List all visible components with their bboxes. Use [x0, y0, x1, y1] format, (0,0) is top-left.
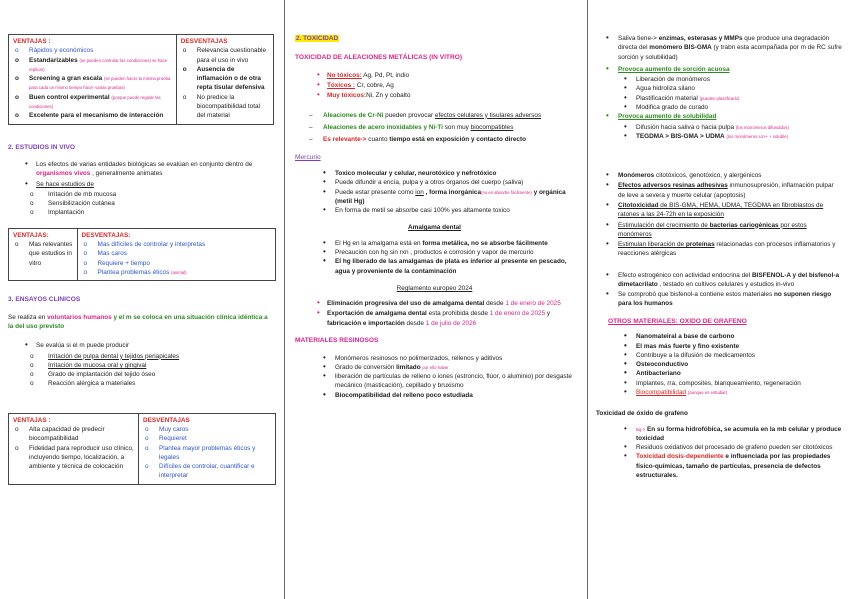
list-item: • Nanomateiral a base de carbono: [596, 332, 842, 341]
list-item: • Monómeros citotóxicos, genotóxico, y alergénicos: [596, 171, 842, 180]
list-item: • Estimulación del crecimiento de bacterias cariogénicas por estos monómeros: [596, 221, 842, 240]
column-left: [0, 0, 282, 599]
ventajas-panel: [9, 414, 138, 484]
list-item: • Liberación de monómeros: [596, 75, 842, 84]
ventajas-heading: VENTAJAS :: [13, 416, 51, 424]
monomer-effects-list: [596, 171, 842, 259]
list-item: • liberación de partículas de relleno o iones (estroncio, flúor, o aluminio) por desgaste mecánico (masticación), cepillado y bruxismo: [295, 372, 574, 391]
section-title-ensayos: 3. ENSAYOS CLINICOS: [8, 296, 81, 304]
list-item: – Aleaciones de Cr-Ni pueden provocar efectos celulares y tisulares adversos: [295, 111, 574, 120]
column-right: [587, 0, 848, 599]
desventajas-heading: DESVENTAJAS: [180, 38, 228, 45]
list-item: • Saliva tiene-> enzimas, esterasas y MMPs que produce una degradación directa del monómero BIS-GMA (y trabn esta acompañada por m de RC sufre sorción y solubilidad): [596, 34, 842, 62]
list-item: o Ausencia de inflamación o de otra repta tisular defensiva: [181, 65, 269, 93]
sorption-sublist: [596, 75, 842, 112]
list-item: o Mas relevantes que estudios in vitro: [13, 240, 73, 268]
desventajas-heading: DESVENTAJAS: [143, 416, 190, 424]
list-item: • Plastificación material (pueden plastificarlo): [596, 94, 842, 103]
list-item: • No tóxicos: Ag, Pd, Pt, indio: [295, 71, 574, 80]
bisfenol-list: [596, 271, 842, 309]
ensayos-sublist: [8, 352, 274, 389]
list-item: o Sensibilización cutánea: [8, 199, 274, 208]
list-item: o Grado de implantación del tejido óseo: [8, 370, 274, 379]
list-item: • Se comprobó que bisfenol-a contiene estos materiales no suponen riesgo para los humanos: [596, 290, 842, 309]
subsection-title-grafeno: OTROS MATERIALES: OXIDO DE GRAFENO: [608, 317, 747, 325]
list-item: o Requiere + tiempo: [82, 259, 271, 268]
list-item: o Mas difíciles de controlar y interpretas: [82, 240, 271, 249]
saliva-list: [596, 34, 842, 74]
desventajas-panel: [138, 414, 275, 484]
mercury-list: [295, 169, 574, 215]
amalgam-list: [295, 239, 574, 276]
section-title-toxicidad: 2. TOXICIDAD: [296, 35, 339, 42]
metals-toxicity-list: [295, 71, 574, 101]
list-item: • Contribuye a la difusión de medicamentos: [596, 351, 842, 360]
list-item: • El hg liberado de las amalgamas de plata es inferior al presente en pescado, agua y proveniente de la contaminación: [295, 257, 574, 276]
list-item: • Bq-> En su forma hidrofóbica, se acumula en la mb celular y produce toxicidad: [596, 425, 842, 444]
list-item: o Excelente para el mecanismo de interacción: [13, 111, 172, 120]
list-item: o Relevancia cuestionable para el uso in vivo: [181, 46, 269, 65]
list-item: • Grado de conversión limitado por ello haber: [295, 363, 574, 372]
list-item: • Residuos oxidativos del procesado de grafeno pueden ser citotóxicos: [596, 443, 842, 452]
list-item: o Irritación de mb mucosa: [8, 190, 274, 199]
list-item: o Buen control experimental (porque puedo regular las condiciones): [13, 93, 172, 112]
ensayos-intro: Se realiza en voluntarios humanos y el m se coloca en una situación clínica idéntica a la del uso previsto: [8, 313, 268, 330]
alloys-notes-list: [295, 111, 574, 145]
subsection-title-toxicidad-grafeno: Toxicidad de óxido de grafeno: [596, 410, 688, 418]
subsection-title-aleaciones: TOXICIDAD DE ALEACIONES METÁLICAS (IN VITRO): [295, 54, 463, 62]
list-item: o Plantea problemas éticos (animal): [82, 268, 271, 277]
desventajas-heading: DESVENTAJAS:: [81, 231, 131, 239]
solubility-sublist: [596, 123, 842, 142]
list-item: o Estandarizables (se pueden controlar las condiciones) se hace replicar): [13, 56, 172, 75]
subsection-title-resinosos: MATERIALES RESINOSOS: [295, 337, 379, 344]
in-vivo-list: [8, 160, 274, 189]
list-item: o Plantea mayor problemas éticos y legales: [143, 444, 271, 463]
in-vivo-pros-cons-box: [8, 228, 276, 281]
list-item: • Provoca aumento de solubilidad: [596, 112, 842, 121]
column-middle: [284, 0, 586, 599]
list-item: • Provoca aumento de sorción acuosa: [596, 65, 842, 74]
desventajas-panel: [77, 229, 275, 280]
ventajas-heading: VENTAJAS :: [13, 38, 51, 45]
list-item: • Agua hidroliza silano: [596, 84, 842, 93]
ensayos-list: [8, 341, 274, 350]
list-item: o No predice la biocompatibilidad total del material: [181, 93, 269, 121]
clinical-pros-cons-box: [8, 413, 276, 485]
list-item: o Fidelidad para reproducir uso clínico, incluyendo tiempo, localización, a ambiente y técnica de colocación: [13, 444, 134, 472]
graphene-list: [596, 332, 842, 397]
subsection-title-mercurio: Mercurio: [295, 153, 321, 161]
list-item: • Puede difundir a encía, pulpa y a otros órganos del cuerpo (saliva): [295, 178, 574, 187]
list-item: • Antibacteriano: [596, 369, 842, 378]
list-item: • Monómeros resinosos no polimerizados, rellenos y aditivos: [295, 354, 574, 363]
list-item: – Aleaciones de acero inoxidables y Ni-Ti son muy biocompatibles: [295, 123, 574, 132]
list-item: o Requieret: [143, 434, 271, 443]
list-item: • Citotoxicidad de BIS-GMA, HEMA, UDMA, TEGDMA en fibroblastos de ratones a las 24-72h en la exposición: [596, 201, 842, 220]
subsection-title-amalgama: Amalgama dental: [408, 224, 461, 232]
list-item: • Toxico molecular y celular, neurotóxico y nefrotóxico: [295, 169, 574, 178]
list-item: • Los efectos de varias entidades biológicas se evalúan en conjunto dentro de organismos vivos , generalmente animates: [8, 160, 274, 179]
list-item: • Puede estar presente como ion , forma inorgánica(no es absorbe fácilmente) y orgánica (metil Hg): [295, 188, 574, 207]
list-item: • Tóxicos : Cr, cobre, Ag: [295, 81, 574, 90]
list-item: • Precaución con hg sin rxn , productos e corrosión y vapor de mercurio: [295, 248, 574, 257]
regulation-list: [295, 299, 574, 328]
list-item: o Mas caros: [82, 249, 271, 258]
list-item: o Screening a gran escala (se pueden hacer la misma prueba para cada un mismo tiempo hacer varias pruebas): [13, 74, 172, 93]
list-item: • En forma de metil se absorbe casi 100% yes altamente toxico: [295, 206, 574, 215]
solubility-list: [596, 112, 842, 121]
list-item: • Muy tóxicos:Ni, Zn y cobalto: [295, 91, 574, 100]
list-item: • Osteoconductivo: [596, 360, 842, 369]
list-item: • Efectos adversos resinas adhesivas inmunosupresión, inflamación pulpar de leve a severa y muerte celular (apoptosis): [596, 181, 842, 200]
list-item: • Eliminación progresiva del uso de amalgama dental desde 1 de enero de 2025: [295, 299, 574, 308]
list-item: o Rápidos y económicos: [13, 46, 172, 55]
list-item: • Difusión hacia saliva o hacia pulpa (los monómeros difundidos): [596, 123, 842, 132]
in-vitro-pros-cons-box: [8, 34, 274, 125]
list-item: o Muy caros: [143, 425, 271, 434]
list-item: • Toxicidad dosis-dependiente e influenciada por las propiedades físico-químicas, tamaño de partículas, presencia de defectos estructurales.: [596, 452, 842, 480]
ventajas-heading: VENTAJAS:: [13, 231, 49, 239]
list-item: • Modifica grado de curado: [596, 103, 842, 112]
list-item: • Se evalúa si el m puede producir: [8, 341, 274, 350]
list-item: – Es relevante-> cuanto tiempo está en exposición y contacto directo: [295, 135, 574, 144]
list-item: • Implantes, rra, composites, blanqueamiento, regeneración: [596, 379, 842, 388]
graphene-toxicity-list: [596, 425, 842, 481]
desventajas-panel: [176, 35, 273, 124]
list-item: o Implantación: [8, 208, 274, 217]
list-item: • TEGDMA > BIS-GMA > UDMA (los monómeros so>+ + soluble): [596, 132, 842, 141]
list-item: o Irritación de mucosa oral y gingival: [8, 361, 274, 370]
list-item: o Reacción alérgica a materiales: [8, 379, 274, 388]
list-item: • Exportación de amalgama dental esta prohibida desde 1 de enero de 2025 y fabricación e importación desde 1 de julio de 2026: [295, 309, 574, 328]
subsection-title-reglamento: Reglamento europeo 2024: [396, 284, 473, 292]
list-item: o Irritación de pulpa dental y tejidos periapicales: [8, 352, 274, 361]
ventajas-panel: [9, 35, 176, 124]
list-item: • El Hg en la amalgama está en forma metálica, no se absorbe fácilmente: [295, 239, 574, 248]
list-item: o Alta capacidad de predecir biocompatibilidad: [13, 425, 134, 444]
list-item: • Biocompatibilidad (aunque es estudiar): [596, 388, 842, 397]
list-item: • Efecto estrogénico con actividad endocrina del BISFENOL-A y del bisfenol-a dimetacrilato , testado en cultivos celulares y estudios in-vivo: [596, 271, 842, 290]
list-item: • Estimulan liberación de proteínas relacionadas con procesos inflamatorios y reacciones alérgicas: [596, 240, 842, 259]
list-item: • Se hace estudios de: [8, 180, 274, 189]
ventajas-panel: [9, 229, 77, 280]
in-vivo-sublist: [8, 190, 274, 218]
resin-list: [295, 354, 574, 400]
list-item: • Biocompatibilidad del relleno poco estudiada: [295, 391, 574, 400]
list-item: • El mas más fuerte y fino existente: [596, 342, 842, 351]
list-item: o Difíciles de controlar, cuantificar e interpretar: [143, 462, 271, 481]
section-title-in-vivo: 2. ESTUDIOS IN VIVO: [8, 143, 76, 151]
